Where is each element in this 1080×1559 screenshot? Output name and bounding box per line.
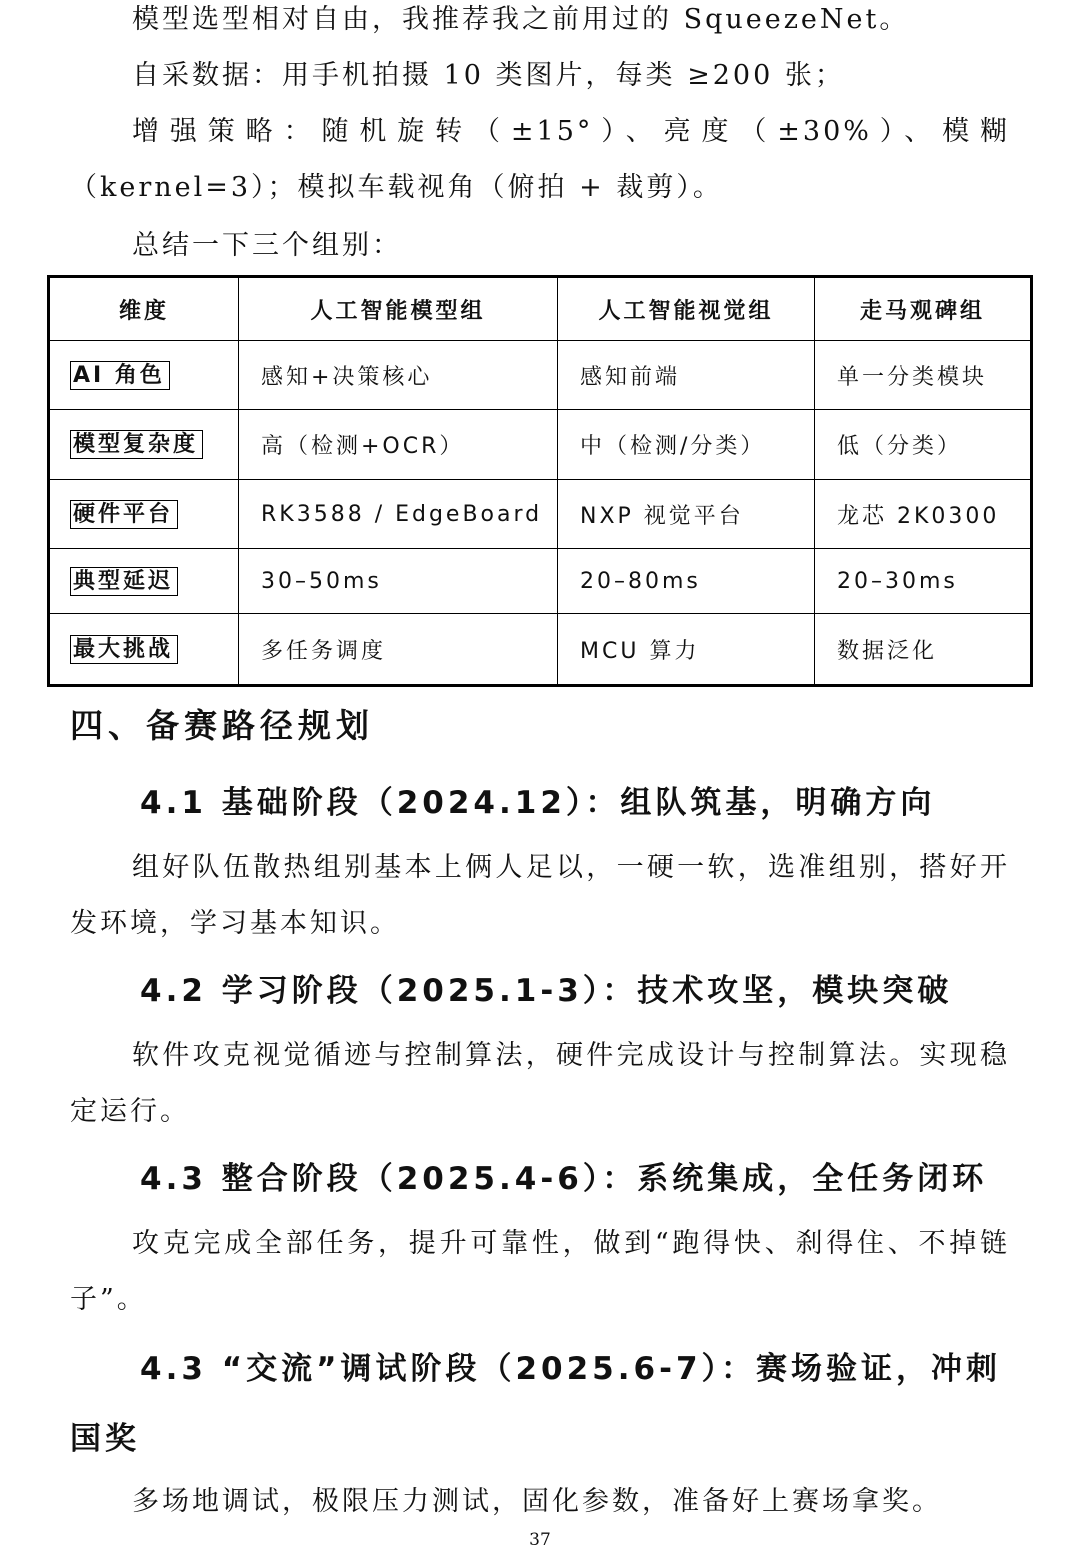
subsection-body-4-2: 软件攻克视觉循迹与控制算法，硬件完成设计与控制算法。实现稳定运行。 bbox=[70, 1040, 1010, 1127]
subsection-heading-4-3: 4.3 整合阶段（2025.4-6）：系统集成，全任务闭环 bbox=[140, 1161, 988, 1197]
row-dimension bbox=[49, 614, 239, 686]
header-zoumaguanbei-group: 走马观碑组 bbox=[815, 277, 1032, 341]
row-dimension bbox=[49, 341, 239, 410]
dimension-label: 模型复杂度 bbox=[70, 430, 203, 459]
table-row bbox=[49, 549, 1032, 614]
table-cell: 龙芯 2K0300 bbox=[815, 479, 1032, 548]
intro-line-summary: 总结一下三个组别： bbox=[132, 230, 402, 261]
row-dimension bbox=[49, 549, 239, 614]
subsection-body-4-1: 组好队伍散热组别基本上俩人足以，一硬一软，选准组别，搭好开发环境，学习基本知识。 bbox=[70, 852, 1010, 939]
header-ai-vision-group: 人工智能视觉组 bbox=[558, 277, 815, 341]
subsection-body-4-3-exchange: 多场地调试，极限压力测试，固化参数，准备好上赛场拿奖。 bbox=[132, 1486, 942, 1517]
header-dimension: 维度 bbox=[49, 277, 239, 341]
table-row bbox=[49, 410, 1032, 479]
table-cell: 20–80ms bbox=[558, 549, 815, 614]
row-dimension bbox=[49, 479, 239, 548]
subsection-heading-4-2: 4.2 学习阶段（2025.1-3）：技术攻坚，模块突破 bbox=[140, 973, 953, 1009]
table-cell: 多任务调度 bbox=[239, 614, 558, 686]
subsection-heading-4-1: 4.1 基础阶段（2024.12）：组队筑基，明确方向 bbox=[140, 785, 936, 821]
comparison-table bbox=[47, 275, 1033, 687]
dimension-label: 最大挑战 bbox=[70, 635, 178, 664]
dimension-label: AI 角色 bbox=[70, 361, 170, 390]
table-cell: 30–50ms bbox=[239, 549, 558, 614]
table-cell: 数据泛化 bbox=[815, 614, 1032, 686]
intro-line-data: 自采数据：用手机拍摄 10 类图片，每类 ≥200 张； bbox=[132, 60, 845, 91]
table-row bbox=[49, 341, 1032, 410]
table-cell: NXP 视觉平台 bbox=[558, 479, 815, 548]
dimension-label: 硬件平台 bbox=[70, 500, 178, 529]
table-cell: 低（分类） bbox=[815, 410, 1032, 479]
table-cell: 20–30ms bbox=[815, 549, 1032, 614]
subsection-body-4-3: 攻克完成全部任务，提升可靠性，做到“跑得快、刹得住、不掉链子”。 bbox=[70, 1228, 1010, 1315]
dimension-label: 典型延迟 bbox=[70, 567, 178, 596]
table-cell: 高（检测+OCR） bbox=[239, 410, 558, 479]
intro-line-model: 模型选型相对自由，我推荐我之前用过的 SqueezeNet。 bbox=[132, 4, 910, 35]
table-cell: MCU 算力 bbox=[558, 614, 815, 686]
header-ai-model-group: 人工智能模型组 bbox=[239, 277, 558, 341]
table-cell: 感知+决策核心 bbox=[239, 341, 558, 410]
table-header-row bbox=[49, 277, 1032, 341]
table-row bbox=[49, 479, 1032, 548]
intro-line-augment: 增强策略：随机旋转（±15°）、亮度（±30%）、模糊（kernel=3）；模拟车载视角（俯拍 + 裁剪）。 bbox=[70, 116, 1010, 203]
subsection-heading-4-3-exchange: 4.3 “交流”调试阶段（2025.6-7）：赛场验证，冲刺国奖 bbox=[70, 1351, 1002, 1457]
table-cell: 感知前端 bbox=[558, 341, 815, 410]
table-cell: RK3588 / EdgeBoard bbox=[239, 479, 558, 548]
table-cell: 单一分类模块 bbox=[815, 341, 1032, 410]
table-cell: 中（检测/分类） bbox=[558, 410, 815, 479]
page-number: 37 bbox=[529, 1530, 551, 1550]
section-title: 四、备赛路径规划 bbox=[70, 706, 374, 745]
table-row bbox=[49, 614, 1032, 686]
row-dimension bbox=[49, 410, 239, 479]
